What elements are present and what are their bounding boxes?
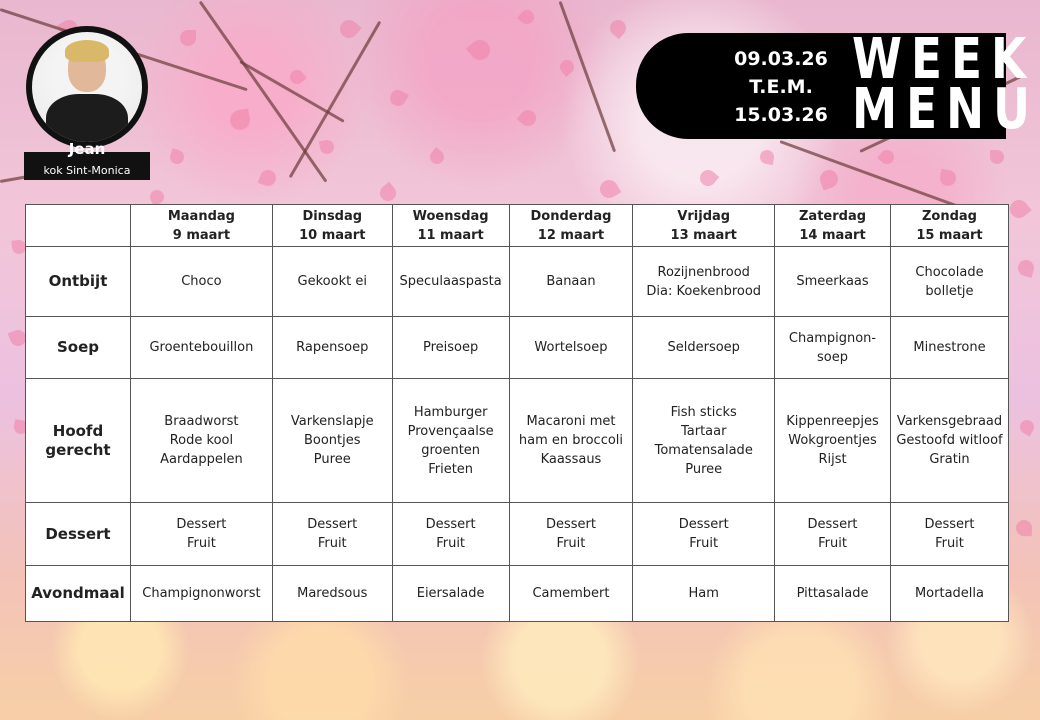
day-header: Maandag 9 maart — [130, 205, 272, 247]
day-header: Zondag 15 maart — [890, 205, 1008, 247]
chef-role: kok Sint-Monica — [43, 164, 131, 177]
menu-table — [25, 204, 1009, 622]
menu-cell: Fish sticks Tartaar Tomatensalade Puree — [633, 379, 775, 503]
menu-cell: Dessert Fruit — [272, 503, 392, 566]
table-row — [26, 566, 1009, 622]
menu-cell: Gekookt ei — [272, 247, 392, 317]
menu-cell: Pittasalade — [775, 566, 891, 622]
title-line-2: MENU — [852, 77, 1039, 142]
menu-cell: Eiersalade — [392, 566, 509, 622]
table-row — [26, 379, 1009, 503]
menu-cell: Choco — [130, 247, 272, 317]
menu-cell: Rapensoep — [272, 317, 392, 379]
page-title — [852, 27, 1039, 142]
chef-label — [24, 140, 150, 180]
date-end: 15.03.26 — [734, 104, 828, 126]
menu-cell: Braadworst Rode kool Aardappelen — [130, 379, 272, 503]
menu-cell: Macaroni met ham en broccoli Kaassaus — [509, 379, 633, 503]
chef-portrait-icon — [32, 32, 142, 142]
menu-cell: Chocolade bolletje — [890, 247, 1008, 317]
menu-cell: Smeerkaas — [775, 247, 891, 317]
menu-cell: Camembert — [509, 566, 633, 622]
menu-cell: Dessert Fruit — [633, 503, 775, 566]
menu-cell: Varkenslapje Boontjes Puree — [272, 379, 392, 503]
day-header: Donderdag 12 maart — [509, 205, 633, 247]
menu-cell: Champignonworst — [130, 566, 272, 622]
menu-cell: Dessert Fruit — [509, 503, 633, 566]
chef-card — [24, 26, 152, 180]
menu-cell: Champignon- soep — [775, 317, 891, 379]
menu-cell: Dessert Fruit — [130, 503, 272, 566]
corner-cell — [26, 205, 131, 247]
row-label: Ontbijt — [26, 247, 131, 317]
menu-cell: Maredsous — [272, 566, 392, 622]
day-header: Dinsdag 10 maart — [272, 205, 392, 247]
menu-cell: Rozijnenbrood Dia: Koekenbrood — [633, 247, 775, 317]
day-header: Woensdag 11 maart — [392, 205, 509, 247]
menu-cell: Hamburger Provençaalse groenten Frieten — [392, 379, 509, 503]
menu-cell: Groentebouillon — [130, 317, 272, 379]
menu-cell: Banaan — [509, 247, 633, 317]
menu-cell: Dessert Fruit — [890, 503, 1008, 566]
chef-name: Jean — [68, 140, 106, 158]
menu-cell: Ham — [633, 566, 775, 622]
day-header: Vrijdag 13 maart — [633, 205, 775, 247]
menu-cell: Minestrone — [890, 317, 1008, 379]
day-header: Zaterdag 14 maart — [775, 205, 891, 247]
menu-cell: Seldersoep — [633, 317, 775, 379]
week-menu-banner — [636, 27, 1039, 142]
menu-cell: Preisoep — [392, 317, 509, 379]
menu-cell: Kippenreepjes Wokgroentjes Rijst — [775, 379, 891, 503]
menu-cell: Mortadella — [890, 566, 1008, 622]
table-row — [26, 503, 1009, 566]
row-label: Soep — [26, 317, 131, 379]
menu-cell: Speculaaspasta — [392, 247, 509, 317]
row-label: Avondmaal — [26, 566, 131, 622]
date-start: 09.03.26 — [734, 48, 828, 70]
date-range — [726, 45, 836, 129]
table-row — [26, 247, 1009, 317]
table-row — [26, 317, 1009, 379]
menu-cell: Dessert Fruit — [775, 503, 891, 566]
row-label: Dessert — [26, 503, 131, 566]
date-separator: T.E.M. — [749, 76, 813, 98]
table-header-row — [26, 205, 1009, 247]
row-label: Hoofd gerecht — [26, 379, 131, 503]
menu-cell: Dessert Fruit — [392, 503, 509, 566]
title-line-1: WEEK — [852, 27, 1036, 92]
menu-cell: Wortelsoep — [509, 317, 633, 379]
menu-cell: Varkensgebraad Gestoofd witloof Gratin — [890, 379, 1008, 503]
